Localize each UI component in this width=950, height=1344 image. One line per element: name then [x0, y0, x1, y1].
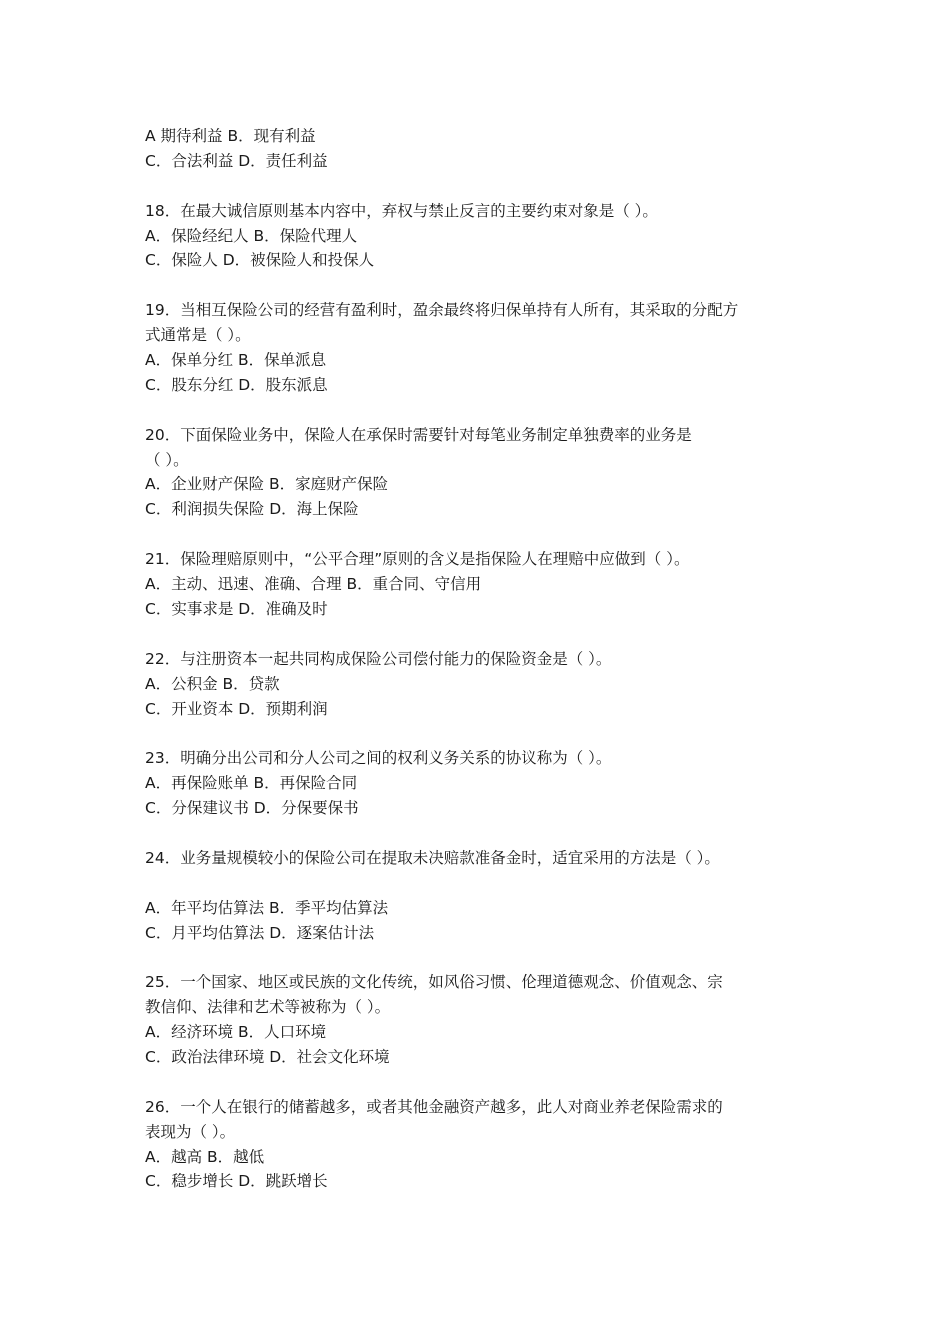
answer-options-line: A．越高 B．越低 — [145, 1147, 265, 1166]
question-text: 20．下面保险业务中，保险人在承保时需要针对每笔业务制定单独费率的业务是 — [145, 425, 692, 444]
paragraph-gap — [145, 721, 815, 746]
paragraph-gap — [145, 273, 815, 298]
question-text: 18．在最大诚信原则基本内容中，弃权与禁止反言的主要约束对象是（ ）。 — [145, 201, 658, 220]
paragraph-gap — [145, 821, 815, 846]
answer-options-line: C．保险人 D．被保险人和投保人 — [145, 251, 375, 270]
answer-options-line: A．企业财产保险 B．家庭财产保险 — [145, 475, 389, 494]
answer-options-line: A．公积金 B．贷款 — [145, 674, 280, 693]
question-text: 23．明确分出公司和分人公司之间的权利义务关系的协议称为（ ）。 — [145, 749, 612, 768]
paragraph-gap — [145, 871, 815, 896]
paragraph-gap — [145, 398, 815, 423]
paragraph-gap — [145, 522, 815, 547]
question-text-continuation: 表现为（ ）。 — [145, 1122, 236, 1141]
question-text: 19．当相互保险公司的经营有盈利时，盈余最终将归保单持有人所有，其采取的分配方 — [145, 301, 739, 320]
answer-options-line: C．合法利益 D．责任利益 — [145, 151, 328, 170]
paragraph-gap — [145, 945, 815, 970]
answer-options-line: A 期待利益 B．现有利益 — [145, 127, 316, 145]
answer-options-line: C．政治法律环境 D．社会文化环境 — [145, 1047, 390, 1066]
answer-options-line: C．稳步增长 D．跳跃增长 — [145, 1172, 328, 1191]
answer-options-line: A．再保险账单 B．再保险合同 — [145, 774, 358, 793]
answer-options-line: A．保单分红 B．保单派息 — [145, 351, 327, 370]
answer-options-line: C．股东分红 D．股东派息 — [145, 375, 328, 394]
question-text: 22．与注册资本一起共同构成保险公司偿付能力的保险资金是（ ）。 — [145, 649, 612, 668]
paragraph-gap — [145, 1070, 815, 1095]
answer-options-line: A．年平均估算法 B．季平均估算法 — [145, 898, 389, 917]
question-text: 21．保险理赔原则中，“公平合理”原则的含义是指保险人在理赔中应做到（ ）。 — [145, 550, 690, 569]
answer-options-line: A．主动、迅速、准确、合理 B．重合同、守信用 — [145, 575, 482, 594]
paragraph-gap — [145, 622, 815, 647]
question-text-continuation: （ ）。 — [145, 450, 189, 469]
question-text: 25．一个国家、地区或民族的文化传统，如风俗习惯、伦理道德观念、价值观念、宗 — [145, 973, 723, 992]
question-text: 24．业务量规模较小的保险公司在提取未决赔款准备金时，适宜采用的方法是（ ）。 — [145, 848, 720, 867]
answer-options-line: C．实事求是 D．准确及时 — [145, 599, 328, 618]
paragraph-gap — [145, 174, 815, 199]
question-text-continuation: 教信仰、法律和艺术等被称为（ ）。 — [145, 998, 391, 1017]
answer-options-line: A．保险经纪人 B．保险代理人 — [145, 226, 358, 245]
answer-options-line: C．分保建议书 D．分保要保书 — [145, 799, 359, 818]
answer-options-line: C．月平均估算法 D．逐案估计法 — [145, 923, 375, 942]
question-text-continuation: 式通常是（ ）。 — [145, 326, 251, 345]
answer-options-line: C．利润损失保险 D．海上保险 — [145, 500, 359, 519]
document-body — [145, 124, 815, 1194]
answer-options-line: C．开业资本 D．预期利润 — [145, 699, 328, 718]
question-text: 26．一个人在银行的储蓄越多，或者其他金融资产越多，此人对商业养老保险需求的 — [145, 1097, 723, 1116]
answer-options-line: A．经济环境 B．人口环境 — [145, 1023, 327, 1042]
